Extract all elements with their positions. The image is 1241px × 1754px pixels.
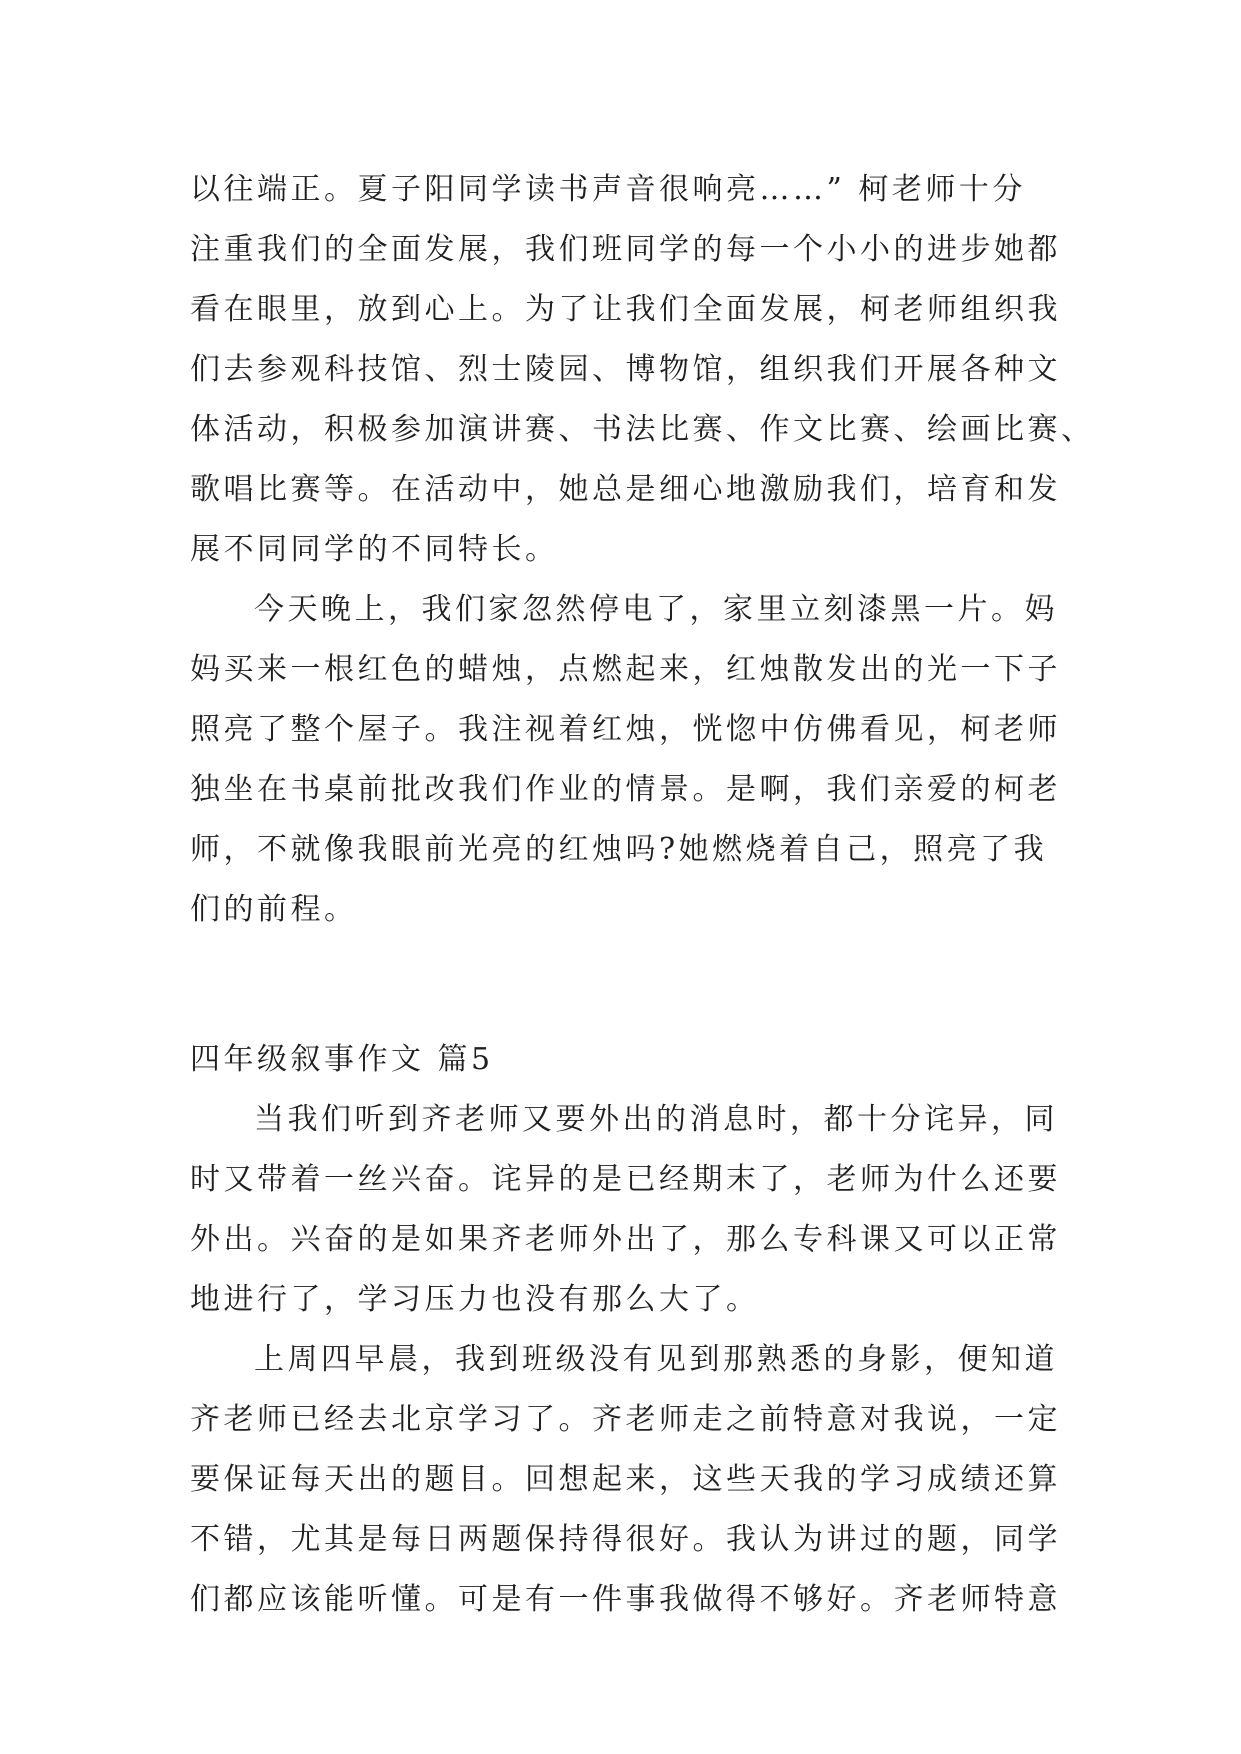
paragraph-3-line-3: 外出。兴奋的是如果齐老师外出了，那么专科课又可以正常 bbox=[190, 1222, 1061, 1257]
paragraph-3 bbox=[190, 1090, 1070, 1330]
paragraph-1 bbox=[190, 160, 1095, 580]
paragraph-1-line-2: 注重我们的全面发展，我们班同学的每一个小小的进步她都 bbox=[190, 232, 1061, 267]
paragraph-2-line-3: 照亮了整个屋子。我注视着红烛，恍惚中仿佛看见，柯老师 bbox=[190, 712, 1061, 747]
paragraph-4-line-3: 要保证每天出的题目。回想起来，这些天我的学习成绩还算 bbox=[190, 1462, 1061, 1497]
paragraph-2-line-2: 妈买来一根红色的蜡烛，点燃起来，红烛散发出的光一下子 bbox=[190, 652, 1061, 687]
paragraph-1-line-4: 们去参观科技馆、烈士陵园、博物馆，组织我们开展各种文 bbox=[190, 352, 1061, 387]
paragraph-3-line-1: 当我们听到齐老师又要外出的消息时，都十分诧异，同 bbox=[254, 1102, 1058, 1137]
paragraph-4-line-2: 齐老师已经去北京学习了。齐老师走之前特意对我说，一定 bbox=[190, 1402, 1061, 1437]
paragraph-1-line-1: 以往端正。夏子阳同学读书声音很响亮……” 柯老师十分 bbox=[190, 172, 1026, 207]
paragraph-4-line-5: 们都应该能听懂。可是有一件事我做得不够好。齐老师特意 bbox=[190, 1582, 1061, 1617]
paragraph-4-line-4: 不错，尤其是每日两题保持得很好。我认为讲过的题，同学 bbox=[190, 1522, 1061, 1557]
paragraph-3-line-2: 时又带着一丝兴奋。诧异的是已经期末了，老师为什么还要 bbox=[190, 1162, 1061, 1197]
section-spacer bbox=[190, 940, 1070, 1030]
document-body bbox=[190, 160, 1095, 1630]
paragraph-2-line-6: 们的前程。 bbox=[190, 892, 358, 927]
paragraph-1-line-6: 歌唱比赛等。在活动中，她总是细心地激励我们，培育和发 bbox=[190, 472, 1061, 507]
paragraph-2-line-5: 师，不就像我眼前光亮的红烛吗?她燃烧着自己，照亮了我 bbox=[190, 832, 1048, 867]
paragraph-4 bbox=[190, 1330, 1070, 1630]
section-title: 四年级叙事作文 篇5 bbox=[190, 1042, 494, 1077]
paragraph-4-line-1: 上周四早晨，我到班级没有见到那熟悉的身影，便知道 bbox=[254, 1342, 1058, 1377]
paragraph-1-line-3: 看在眼里，放到心上。为了让我们全面发展，柯老师组织我 bbox=[190, 292, 1061, 327]
paragraph-2 bbox=[190, 580, 1070, 940]
paragraph-2-line-1: 今天晚上，我们家忽然停电了，家里立刻漆黑一片。妈 bbox=[254, 592, 1058, 627]
paragraph-2-line-4: 独坐在书桌前批改我们作业的情景。是啊，我们亲爱的柯老 bbox=[190, 772, 1061, 807]
paragraph-1-line-7: 展不同同学的不同特长。 bbox=[190, 532, 559, 567]
paragraph-3-line-4: 地进行了，学习压力也没有那么大了。 bbox=[190, 1282, 760, 1317]
paragraph-1-line-5: 体活动，积极参加演讲赛、书法比赛、作文比赛、绘画比赛、 bbox=[190, 412, 1095, 447]
